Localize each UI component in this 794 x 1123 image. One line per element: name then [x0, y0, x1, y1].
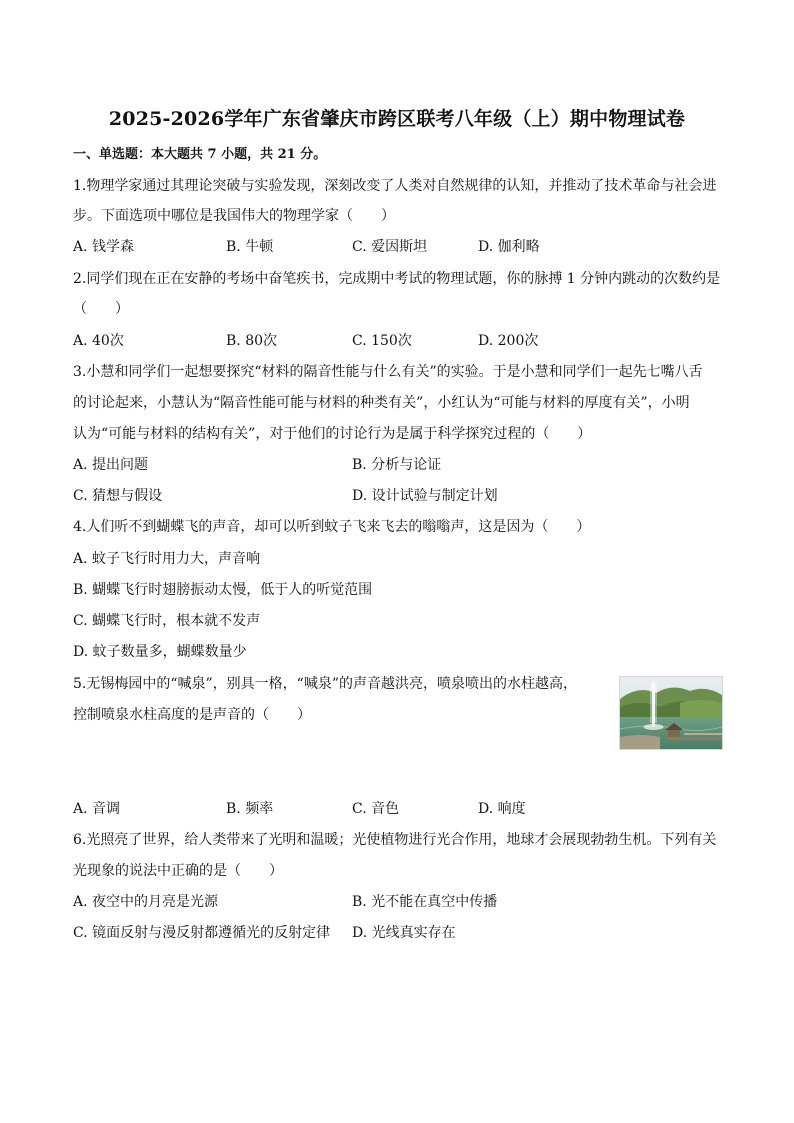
fountain-photo: [619, 676, 723, 750]
question-2-option-b: B. 80次: [226, 333, 278, 349]
question-1-option-d: D. 伽利略: [478, 239, 540, 255]
question-3-line-3: 认为“可能与材料的结构有关”，对于他们的讨论行为是属于科学探究过程的（ ）: [73, 426, 592, 442]
question-2-option-c: C. 150次: [352, 333, 412, 349]
question-6-option-c: C. 镜面反射与漫反射都遵循光的反射定律: [73, 925, 331, 941]
question-6-option-b: B. 光不能在真空中传播: [352, 894, 498, 910]
question-2-option-a: A. 40次: [73, 333, 124, 349]
question-6-line-1: 6.光照亮了世界，给人类带来了光明和温暖；光使植物进行光合作用，地球才会展现勃勃生机。下列有关: [73, 832, 717, 848]
question-1-line-2: 步。下面选项中哪位是我国伟大的物理学家（ ）: [73, 208, 395, 224]
question-3-line-2: 的讨论起来，小慧认为“隔音性能可能与材料的种类有关”，小红认为“可能与材料的厚度有关”，小明: [73, 395, 690, 411]
question-3-option-c: C. 猜想与假设: [73, 488, 163, 504]
question-2-option-d: D. 200次: [478, 333, 539, 349]
question-3-option-d: D. 设计试验与制定计划: [352, 488, 498, 504]
question-6-option-d: D. 光线真实存在: [352, 925, 456, 941]
question-5-option-d: D. 响度: [478, 801, 526, 817]
question-4-option-b: B. 蝴蝶飞行时翅膀振动太慢，低于人的听觉范围: [73, 582, 373, 598]
question-5-line-2: 控制喷泉水柱高度的是声音的（ ）: [73, 707, 311, 723]
question-3-option-b: B. 分析与论证: [352, 457, 442, 473]
question-5-option-a: A. 音调: [73, 801, 121, 817]
question-5-option-b: B. 频率: [226, 801, 274, 817]
question-1-option-c: C. 爱因斯坦: [352, 239, 428, 255]
question-4-option-c: C. 蝴蝶飞行时，根本就不发声: [73, 613, 261, 629]
question-6-line-2: 光现象的说法中正确的是（ ）: [73, 863, 283, 879]
question-4-line-1: 4.人们听不到蝴蝶飞的声音，却可以听到蚊子飞来飞去的嗡嗡声，这是因为（ ）: [73, 519, 591, 535]
page-title: 2025-2026学年广东省肇庆市跨区联考八年级（上）期中物理试卷: [108, 108, 686, 130]
section-heading: 一、单选题：本大题共 7 小题，共 21 分。: [73, 147, 327, 162]
question-6-option-a: A. 夜空中的月亮是光源: [73, 894, 219, 910]
question-2-line-2: （ ）: [73, 301, 129, 317]
question-3-option-a: A. 提出问题: [73, 457, 149, 473]
question-1-option-a: A. 钱学森: [73, 239, 135, 255]
question-4-option-d: D. 蚊子数量多，蝴蝶数量少: [73, 644, 247, 660]
question-1-line-1: 1.物理学家通过其理论突破与实验发现，深刻改变了人类对自然规律的认知，并推动了技术革命与社会进: [73, 178, 717, 194]
question-5-line-1: 5.无锡梅园中的“喊泉”，别具一格，“喊泉”的声音越洪亮，喷泉喷出的水柱越高，: [73, 676, 577, 692]
question-3-line-1: 3.小慧和同学们一起想要探究“材料的隔音性能与什么有关”的实验。于是小慧和同学们一起先七嘴八舌: [73, 364, 703, 380]
question-4-option-a: A. 蚊子飞行时用力大，声音响: [73, 551, 261, 567]
question-5-option-c: C. 音色: [352, 801, 400, 817]
question-2-line-1: 2.同学们现在正在安静的考场中奋笔疾书，完成期中考试的物理试题，你的脉搏 1 分钟内跳动的次数约是: [73, 271, 721, 287]
question-1-option-b: B. 牛顿: [226, 239, 274, 255]
